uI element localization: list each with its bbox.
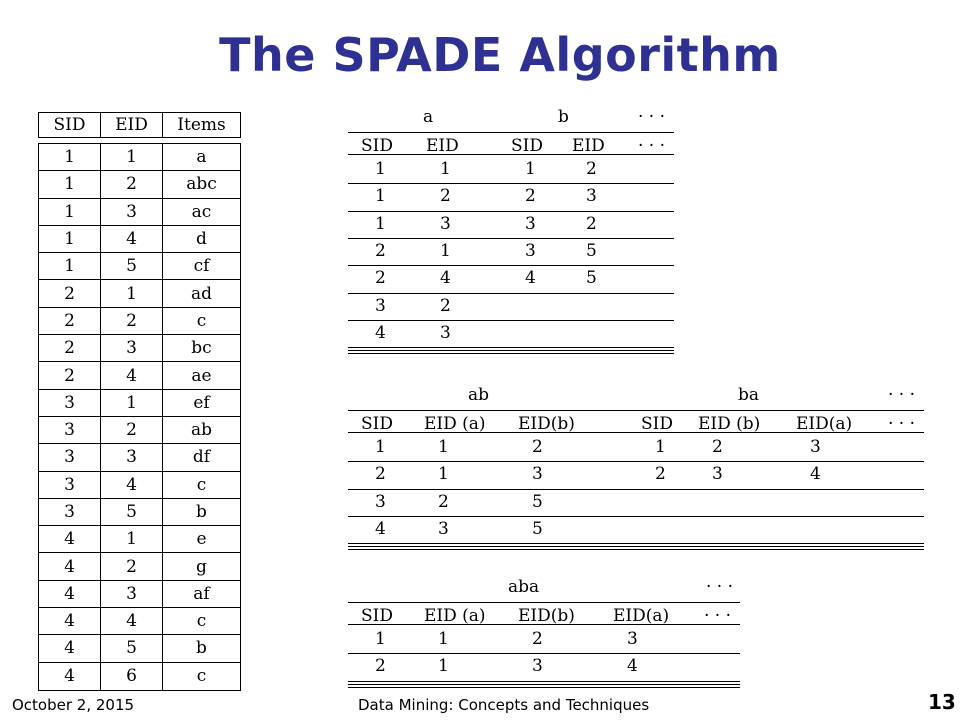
idlist-cell: 4	[375, 322, 386, 343]
idlist-group-label: b	[558, 107, 569, 127]
database-cell: e	[196, 529, 207, 550]
page-number: 13	[928, 690, 956, 714]
idlist-cell: 5	[586, 240, 597, 261]
database-cell: c	[196, 666, 207, 687]
database-cell: 3	[39, 499, 101, 525]
database-cell: 2	[101, 417, 163, 443]
idlist-bottom-rule	[348, 546, 924, 550]
database-cell: 3	[39, 417, 101, 443]
database-cell: 3	[101, 335, 163, 361]
database-header-sid: SID	[39, 113, 101, 137]
idlist-cell: 5	[586, 268, 597, 289]
database-cell: 4	[101, 226, 163, 252]
table-row	[39, 663, 240, 690]
idlist-cell: 1	[375, 159, 386, 179]
database-cell: b	[196, 502, 207, 522]
database-cell: 2	[39, 308, 101, 334]
idlist-rule	[348, 681, 740, 682]
database-cell: c	[196, 611, 207, 632]
table-row	[39, 362, 240, 389]
database-cell: 3	[101, 199, 163, 225]
table-row	[39, 226, 240, 253]
idlist-rule	[348, 183, 674, 184]
idlist-cell: 3	[375, 295, 386, 316]
idlist-cell: 3	[525, 213, 536, 234]
idlist-cell: 5	[532, 518, 543, 539]
idlist-cell: 2	[525, 186, 536, 207]
database-cell: 3	[39, 390, 101, 416]
idlist-cell: 2	[532, 437, 543, 457]
database-cell: 1	[39, 144, 101, 170]
idlist-bottom-rule	[348, 350, 674, 354]
idlist-rule	[348, 293, 674, 294]
idlist-cell: 2	[375, 240, 386, 261]
idlist-cell: 1	[440, 240, 451, 261]
idlist-rule	[348, 461, 924, 462]
database-cell: ae	[191, 365, 212, 386]
database-cell: bc	[191, 338, 212, 359]
database-cell: df	[192, 447, 211, 468]
database-cell: 3	[101, 444, 163, 470]
idlist-cell: 1	[438, 464, 449, 485]
table-row	[39, 390, 240, 417]
database-cell: ef	[193, 392, 210, 413]
database-cell: 4	[101, 608, 163, 634]
idlist-cell: 1	[375, 186, 386, 207]
database-header-eid: EID	[101, 113, 163, 137]
database-cell: ad	[190, 283, 213, 304]
idlist-cell: 1	[375, 629, 386, 649]
database-cell: ac	[191, 201, 212, 222]
idlist-cell: 3	[532, 464, 543, 485]
table-row	[39, 335, 240, 362]
idlist-header: SID	[361, 136, 393, 156]
idlist-cell: 3	[627, 629, 638, 649]
database-cell: 6	[101, 663, 163, 690]
database-cell: 2	[101, 308, 163, 334]
idlist-header: SID	[511, 136, 543, 156]
idlist-bottom-rule	[348, 684, 740, 688]
database-cell: 2	[39, 362, 101, 388]
idlist-rule	[348, 543, 924, 544]
idlist-cell: 3	[586, 186, 597, 207]
database-cell: b	[196, 638, 207, 659]
table-row	[39, 171, 240, 198]
database-cell: abc	[186, 174, 217, 195]
database-cell: 1	[39, 253, 101, 279]
table-row	[39, 444, 240, 471]
table-row	[39, 635, 240, 662]
idlist-cell: 2	[532, 629, 543, 649]
footer-course: Data Mining: Concepts and Techniques	[358, 696, 650, 714]
idlist-cell: 1	[655, 437, 666, 457]
idlist-cell: 3	[440, 213, 451, 234]
database-cell: 4	[101, 362, 163, 388]
idlist-header: EID(b)	[518, 606, 575, 626]
idlist-header: EID (b)	[698, 414, 761, 434]
idlist-header: EID(b)	[518, 414, 575, 434]
idlist-rule	[348, 211, 674, 212]
database-header-items: Items	[177, 115, 226, 135]
idlist-rule	[348, 624, 740, 625]
table-row	[39, 553, 240, 580]
database-cell: 3	[39, 444, 101, 470]
table-row	[39, 472, 240, 499]
idlist-group-label: · · ·	[888, 385, 916, 405]
table-row	[39, 253, 240, 280]
table-row	[39, 499, 240, 526]
database-cell: 4	[39, 663, 101, 690]
table-row	[39, 308, 240, 335]
idlist-cell: 3	[440, 322, 451, 343]
idlist-cell: 4	[810, 464, 821, 485]
database-cell: c	[196, 474, 207, 495]
idlist-cell: 4	[440, 268, 451, 289]
idlist-cell: 1	[438, 629, 449, 649]
database-cell: 2	[101, 171, 163, 197]
idlist-cell: 1	[438, 437, 449, 457]
idlist-cell: 5	[532, 491, 543, 512]
idlist-group-label: · · ·	[706, 577, 734, 597]
idlist-header: · · ·	[888, 414, 916, 434]
idlist-cell: 1	[375, 213, 386, 234]
database-cell: 1	[101, 144, 163, 170]
idlist-cell: 2	[438, 491, 449, 512]
idlist-rule	[348, 516, 924, 517]
table-row	[39, 417, 240, 444]
idlist-cell: 1	[525, 159, 536, 179]
idlist-header: EID (a)	[424, 606, 486, 626]
idlist-cell: 2	[375, 656, 386, 677]
idlist-rule	[348, 320, 674, 321]
idlist-rule	[348, 653, 740, 654]
idlist-header: EID	[426, 136, 459, 156]
database-cell: 5	[101, 499, 163, 525]
database-cell: d	[196, 229, 207, 250]
database-cell: 1	[39, 171, 101, 197]
database-cell: 1	[101, 390, 163, 416]
idlist-cell: 2	[586, 213, 597, 234]
database-cell: 4	[101, 472, 163, 498]
database-cell: ab	[190, 420, 213, 441]
database-cell: 4	[39, 608, 101, 634]
database-cell: 3	[101, 581, 163, 607]
database-cell: cf	[193, 256, 210, 277]
idlist-cell: 1	[438, 656, 449, 677]
database-cell: 1	[39, 226, 101, 252]
database-cell: af	[193, 583, 210, 604]
idlist-rule	[348, 489, 924, 490]
idlist-header: SID	[361, 606, 393, 626]
idlist-table-a-b	[348, 106, 674, 356]
database-cell: 3	[39, 472, 101, 498]
idlist-header: EID	[572, 136, 605, 156]
idlist-rule	[348, 238, 674, 239]
table-row	[39, 199, 240, 226]
table-row	[39, 608, 240, 635]
idlist-rule	[348, 347, 674, 348]
idlist-rule	[348, 432, 924, 433]
idlist-cell: 3	[438, 518, 449, 539]
idlist-table-ab-ba	[348, 384, 924, 550]
idlist-header: EID(a)	[796, 414, 853, 434]
idlist-cell: 2	[375, 268, 386, 289]
table-row	[39, 144, 240, 171]
idlist-header: SID	[641, 414, 673, 434]
idlist-cell: 3	[712, 464, 723, 485]
idlist-cell: 3	[532, 656, 543, 677]
idlist-rule	[348, 265, 674, 266]
database-cell: 1	[39, 199, 101, 225]
database-cell: g	[196, 556, 207, 577]
idlist-cell: 3	[810, 437, 821, 457]
idlist-table-aba	[348, 576, 740, 688]
database-cell: 4	[39, 581, 101, 607]
idlist-group-label: ab	[468, 385, 490, 405]
idlist-cell: 4	[525, 268, 536, 289]
idlist-header: EID (a)	[424, 414, 486, 434]
idlist-cell: 2	[586, 159, 597, 179]
idlist-cell: 2	[712, 437, 723, 457]
idlist-header: · · ·	[638, 136, 666, 156]
idlist-cell: 2	[375, 464, 386, 485]
database-cell: 2	[39, 280, 101, 306]
idlist-cell: 4	[627, 656, 638, 677]
table-row	[39, 581, 240, 608]
database-cell: 5	[101, 253, 163, 279]
idlist-cell: 3	[375, 491, 386, 512]
idlist-group-label: a	[423, 107, 434, 127]
idlist-cell: 3	[525, 240, 536, 261]
idlist-cell: 1	[440, 159, 451, 179]
idlist-cell: 2	[440, 186, 451, 207]
idlist-header: · · ·	[704, 606, 732, 626]
idlist-header: SID	[361, 414, 393, 434]
database-cell: 5	[101, 635, 163, 661]
idlist-group-label: ba	[738, 385, 760, 405]
idlist-header: EID(a)	[613, 606, 670, 626]
database-cell: 4	[39, 635, 101, 661]
database-cell: 2	[101, 553, 163, 579]
idlist-group-label: aba	[508, 577, 540, 597]
idlist-group-label: · · ·	[638, 107, 666, 127]
footer-date: October 2, 2015	[12, 696, 135, 714]
table-row	[39, 280, 240, 307]
database-cell: 1	[101, 526, 163, 552]
database-cell: 4	[39, 526, 101, 552]
idlist-cell: 2	[655, 464, 666, 485]
database-cell: a	[196, 147, 207, 168]
idlist-cell: 1	[375, 437, 386, 457]
database-cell: c	[196, 310, 207, 331]
idlist-rule	[348, 154, 674, 155]
database-table	[38, 143, 241, 691]
database-cell: 4	[39, 553, 101, 579]
database-header	[38, 112, 241, 138]
table-row	[39, 526, 240, 553]
slide-title: The SPADE Algorithm	[219, 28, 781, 82]
idlist-cell: 2	[440, 295, 451, 316]
database-cell: 1	[101, 280, 163, 306]
database-cell: 2	[39, 335, 101, 361]
idlist-cell: 4	[375, 518, 386, 539]
